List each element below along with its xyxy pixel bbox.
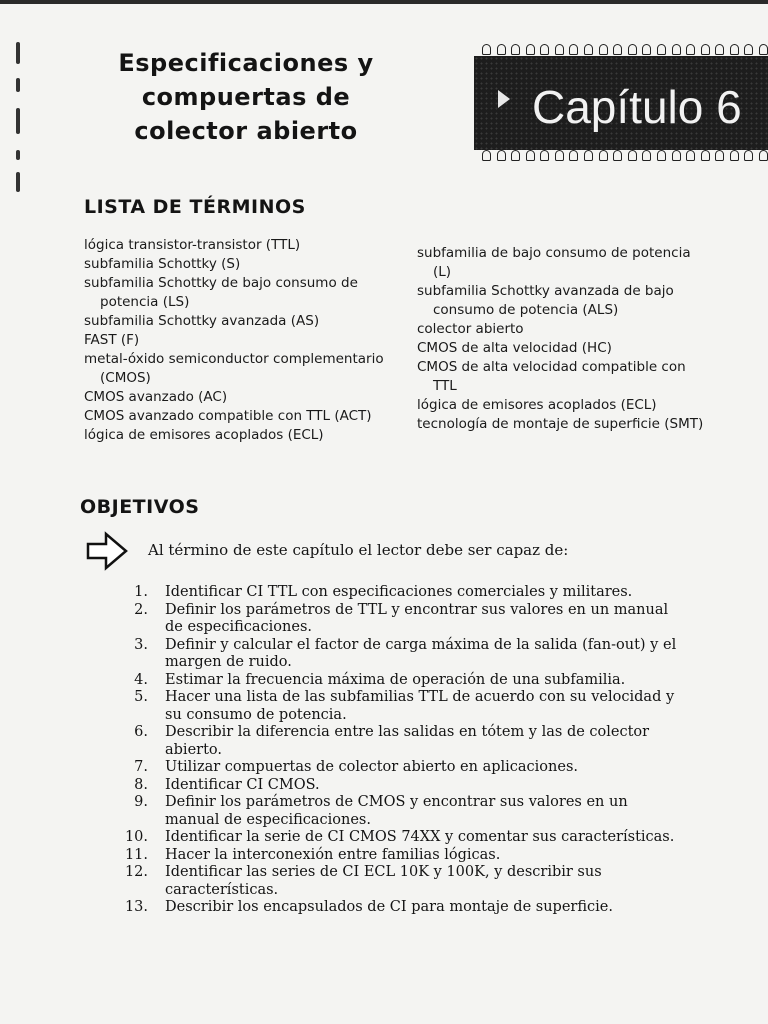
- term-item: lógica de emisores acoplados (ECL): [417, 397, 657, 413]
- item-text: Estimar la frecuencia máxima de operación de una subfamilia.: [165, 671, 626, 688]
- terms-list-left: [84, 236, 394, 445]
- chapter-title-line: Especificaciones y: [118, 49, 374, 77]
- item-number: 11.: [124, 846, 148, 863]
- list-item: [120, 829, 680, 847]
- terms-list-right: [417, 244, 707, 434]
- term-item: CMOS de alta velocidad compatible con TTL: [417, 359, 686, 394]
- chapter-title: [96, 46, 396, 148]
- film-holes-bottom: [482, 150, 768, 162]
- item-text: Describir los encapsulados de CI para montaje de superficie.: [165, 899, 613, 915]
- term-item: lógica transistor-transistor (TTL): [84, 237, 301, 253]
- item-number: 1.: [134, 584, 148, 600]
- item-text: Definir los parámetros de TTL y encontrar sus valores en un manual de especificaciones.: [165, 601, 669, 635]
- objectives-list: [120, 584, 680, 917]
- terms-heading: LISTA DE TÉRMINOS: [84, 196, 306, 218]
- list-item: [120, 637, 680, 672]
- term-item: CMOS avanzado compatible con TTL (ACT): [84, 408, 372, 424]
- list-item: [120, 724, 680, 759]
- term-item: subfamilia Schottky avanzada de bajo consumo de potencia (ALS): [417, 283, 674, 318]
- item-text: Definir y calcular el factor de carga máxima de la salida (fan-out) y el margen de ruido.: [165, 636, 677, 670]
- term-item: metal-óxido semiconductor complementario (CMOS): [84, 351, 384, 386]
- term-item: FAST (F): [84, 332, 140, 348]
- list-item: [120, 864, 680, 899]
- item-number: 7.: [134, 759, 148, 775]
- list-item: [120, 672, 680, 690]
- item-text: Identificar CI TTL con especificaciones comerciales y militares.: [165, 584, 633, 600]
- chapter-badge-box: [474, 56, 768, 150]
- item-text: Identificar CI CMOS.: [165, 776, 320, 793]
- item-number: 8.: [134, 776, 148, 793]
- list-item: [120, 759, 680, 777]
- term-item: subfamilia Schottky avanzada (AS): [84, 313, 320, 329]
- objectives-intro: Al término de este capítulo el lector debe ser capaz de:: [148, 541, 569, 559]
- item-number: 10.: [124, 829, 148, 845]
- term-item: subfamilia de bajo consumo de potencia (L): [417, 245, 691, 280]
- term-item: tecnología de montaje de superficie (SMT): [417, 416, 704, 432]
- binding-marks: [10, 38, 32, 198]
- page-edge: [0, 0, 768, 4]
- arrow-right-icon: [498, 90, 510, 108]
- list-item: [120, 847, 680, 865]
- item-number: 6.: [134, 724, 148, 740]
- term-item: subfamilia Schottky (S): [84, 256, 241, 272]
- item-number: 12.: [124, 864, 148, 880]
- item-text: Identificar la serie de CI CMOS 74XX y comentar sus características.: [165, 829, 675, 845]
- term-item: CMOS avanzado (AC): [84, 389, 228, 405]
- term-item: colector abierto: [417, 321, 524, 337]
- chapter-badge: [474, 44, 768, 162]
- list-item: [120, 602, 680, 637]
- list-item: [120, 584, 680, 602]
- film-holes-top: [482, 44, 768, 56]
- item-number: 5.: [134, 689, 148, 705]
- arrow-right-icon: [86, 530, 128, 572]
- chapter-title-line: compuertas de: [141, 83, 351, 111]
- item-number: 2.: [134, 601, 148, 618]
- chapter-title-line: colector abierto: [134, 117, 358, 145]
- list-item: [120, 899, 680, 917]
- item-text: Hacer la interconexión entre familias lógicas.: [165, 846, 501, 863]
- chapter-label: Capítulo 6: [532, 82, 742, 132]
- item-text: Describir la diferencia entre las salidas en tótem y las de colector abierto.: [165, 724, 650, 758]
- term-item: CMOS de alta velocidad (HC): [417, 340, 612, 356]
- item-number: 9.: [134, 794, 148, 810]
- item-number: 4.: [134, 671, 148, 688]
- item-text: Hacer una lista de las subfamilias TTL de acuerdo con su velocidad y su consumo de potencia.: [165, 689, 675, 723]
- term-item: subfamilia Schottky de bajo consumo de potencia (LS): [84, 275, 358, 310]
- list-item: [120, 794, 680, 829]
- item-number: 3.: [134, 636, 148, 653]
- term-item: lógica de emisores acoplados (ECL): [84, 427, 324, 443]
- list-item: [120, 777, 680, 795]
- item-text: Identificar las series de CI ECL 10K y 100K, y describir sus características.: [165, 864, 602, 898]
- item-text: Definir los parámetros de CMOS y encontrar sus valores en un manual de especificaciones.: [165, 794, 628, 828]
- item-number: 13.: [124, 899, 148, 915]
- objectives-heading: OBJETIVOS: [80, 496, 200, 518]
- list-item: [120, 689, 680, 724]
- item-text: Utilizar compuertas de colector abierto en aplicaciones.: [165, 759, 578, 775]
